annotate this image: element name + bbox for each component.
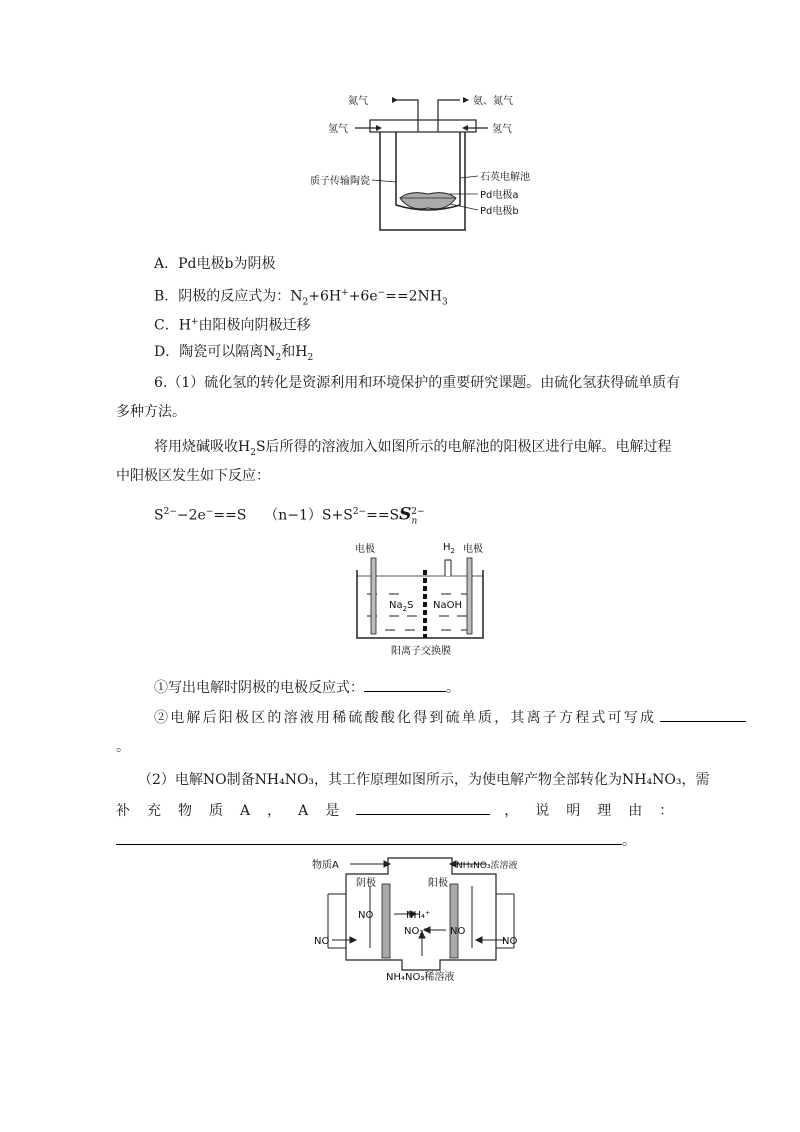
part2-line3: 。 bbox=[116, 830, 636, 851]
label-no-right-outer: NO bbox=[502, 936, 518, 947]
option-d: D．陶瓷可以隔离$N_2$和$H_2$ bbox=[154, 344, 314, 363]
label-h2-gas: $H_2$ bbox=[443, 542, 455, 555]
label-n2-in: 氮气 bbox=[348, 96, 368, 107]
q6-line4: 中阳极区发生如下反应： bbox=[116, 468, 270, 484]
label-substance-a: 物质A bbox=[312, 860, 339, 871]
label-no3: NO₃⁻ bbox=[404, 926, 429, 937]
answer-blank-3[interactable] bbox=[356, 800, 490, 815]
label-no-right-inner: NO bbox=[450, 926, 466, 937]
label-cathode: 阴极 bbox=[356, 878, 376, 889]
label-anode: 阳极 bbox=[428, 878, 448, 889]
option-b: B．阴极的反应式为：$N_2+6H^++6e^-==2NH_3$ bbox=[154, 288, 448, 308]
label-electrode-right: 电极 bbox=[463, 544, 483, 555]
answer-blank-2[interactable] bbox=[660, 707, 746, 722]
q6-line1: 6.（1）硫化氢的转化是资源利用和环境保护的重要研究课题。由硫化氢获得硫单质有 bbox=[154, 375, 681, 391]
label-pd-b: Pd电极b bbox=[480, 206, 519, 217]
q6-line2: 多种方法。 bbox=[116, 404, 186, 420]
answer-blank-1[interactable] bbox=[364, 677, 446, 692]
part2-line2: 补充物质A，A是 ，说明理由： bbox=[116, 800, 690, 821]
label-no-left-outer: NO bbox=[314, 936, 330, 947]
label-h2-left: 氢气 bbox=[328, 124, 348, 135]
label-naoh: NaOH bbox=[433, 600, 462, 611]
figure-h2s-cell bbox=[345, 538, 495, 662]
option-a: A．Pd电极b为阴极 bbox=[154, 256, 276, 272]
label-pd-a: Pd电极a bbox=[480, 190, 519, 201]
label-quartz: 石英电解池 bbox=[480, 172, 530, 183]
label-nh4: NH₄⁺ bbox=[406, 910, 431, 921]
part2-line1: （2）电解NO制备NH₄NO₃，其工作原理如图所示，为使电解产物全部转化为NH₄NO₃，需 bbox=[138, 772, 710, 788]
label-product: NH₄NO₃浓溶液 bbox=[456, 861, 518, 871]
label-na2s: $Na_2S$ bbox=[389, 600, 414, 613]
label-h2-right: 氢气 bbox=[492, 124, 512, 135]
label-ceramic: 质子传输陶瓷 bbox=[310, 176, 370, 187]
label-electrode-left: 电极 bbox=[355, 544, 375, 555]
sub-question-2: ②电解后阳极区的溶液用稀硫酸酸化得到硫单质，其离子方程式可写成 bbox=[154, 707, 746, 728]
q6-reactions: $S^{2-}-2e^-==S$ $(n-1)S+S^{2-}==SS_n^{2-}$ bbox=[154, 504, 425, 527]
label-dilute: NH₄NO₃稀溶液 bbox=[386, 972, 455, 982]
q6-line3: 将用烧碱吸收$H_2S$后所得的溶液加入如图所示的电解池的阳极区进行电解。电解过程 bbox=[154, 439, 672, 458]
sub-question-1: ①写出电解时阴极的电极反应式： 。 bbox=[154, 677, 460, 698]
figure-no-electrolysis bbox=[310, 852, 530, 982]
label-nh3-out: 氨、氮气 bbox=[473, 96, 513, 107]
sub-question-2-end: 。 bbox=[116, 739, 130, 755]
option-c: C．H+由阳极向阴极迁移 bbox=[154, 317, 311, 334]
figure-ammonia-cell bbox=[300, 90, 540, 240]
label-no-left-inner: NO bbox=[358, 910, 374, 921]
label-membrane: 阳离子交换膜 bbox=[391, 646, 451, 657]
answer-blank-4[interactable] bbox=[116, 830, 622, 845]
